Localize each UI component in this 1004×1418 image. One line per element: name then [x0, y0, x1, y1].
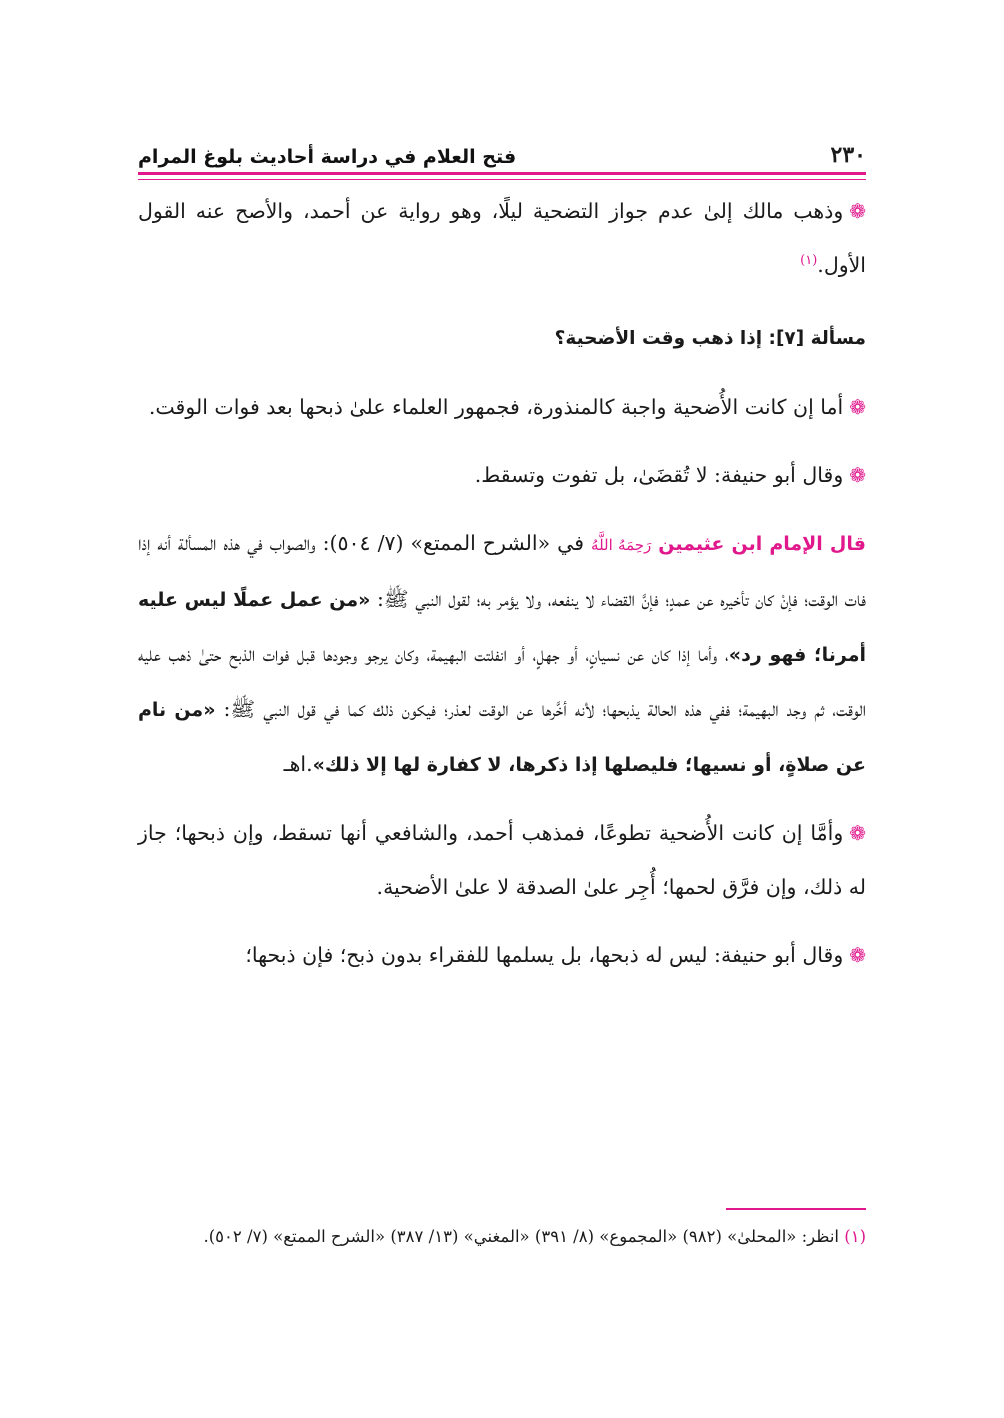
flower-bullet-icon: ❁ [849, 199, 866, 223]
issue-heading [138, 310, 866, 366]
page-header [138, 128, 866, 168]
hadith-quote-2: «من نام عن صلاةٍ، أو نسيها؛ فليصلها إذا ذكرها، لا كفارة لها إلا ذلك» [138, 699, 866, 776]
flower-bullet-icon: ❁ [849, 821, 866, 845]
footnote-text: انظر: «المحلىٰ» (٩٨٢) «المجموع» (٨/ ٣٩١) «المغني» (١٣/ ٣٨٧) «الشرح الممتع» (٧/ ٥٠٢). [203, 1227, 839, 1246]
paragraph-voluntary-sacrifice [138, 806, 866, 914]
paragraph-abu-hanifa-view [138, 448, 866, 502]
footnote-reference[interactable]: (١) [800, 253, 818, 269]
paragraph-abu-hanifa-voluntary [138, 928, 866, 982]
paragraph-text: وأمَّا إن كانت الأُضحية تطوعًا، فمذهب أحمد، والشافعي أنها تسقط، وإن ذبحها؛ جاز له ذلك، وإن فرَّق لحمها؛ أُجِر علىٰ الصدقة لا علىٰ الأضحية. [138, 821, 866, 899]
book-title: فتح العلام في دراسة أحاديث بلوغ المرام [138, 146, 517, 168]
paragraph-text: أما إن كانت الأُضحية واجبة كالمنذورة، فجمهور العلماء علىٰ ذبحها بعد فوات الوقت. [148, 395, 844, 419]
paragraph-obligatory-sacrifice [138, 380, 866, 434]
book-page [138, 0, 866, 1418]
scholar-name: قال الإمام ابن عثيمين [658, 533, 866, 555]
footnote-separator [726, 1208, 866, 1210]
paragraph-text: وقال أبو حنيفة: ليس له ذبحها، بل يسلمها للفقراء بدون ذبح؛ فإن ذبحها؛ [245, 943, 844, 967]
footnote [138, 1220, 866, 1254]
quote-text-part-a: في «الشرح الممتع» (٧/ ٥٠٤): والصواب في هذه المسألة أنه إذا فات الوقت؛ فإنْ كان تأخيره عن عمدٍ؛ فإنَّ القضاء لا ينفعه، ولا يؤمر به؛ لقول النبي ﷺ: [138, 531, 866, 611]
issue-title: مسألة [٧]: إذا ذهب وقت الأضحية؟ [554, 328, 866, 349]
honorific: رَحِمَهُ اللَّهُ [591, 536, 652, 554]
quote-text-part-b: ، وأما إذا كان عن نسيانٍ، أو جهلٍ، أو انفلتت البهيمة، وكان يرجو وجودها قبل فوات الذبح حتىٰ ذهب عليه الوقت، ثم وجد البهيمة؛ ففي هذه الحالة يذبحها؛ لأنه أخَّرها عن الوقت لعذر؛ فيكون ذلك كما في قول النبي ﷺ: [138, 642, 866, 721]
flower-bullet-icon: ❁ [849, 463, 866, 487]
paragraph-maliki-view [138, 184, 866, 292]
paragraph-ibn-uthaymin-quote [138, 516, 866, 792]
header-rule-thin [138, 179, 866, 180]
flower-bullet-icon: ❁ [849, 395, 866, 419]
quote-end-marker: .اهـ [283, 752, 313, 776]
header-rule-thick [138, 172, 866, 175]
paragraph-text: وذهب مالك إلىٰ عدم جواز التضحية ليلًا، وهو رواية عن أحمد، والأصح عنه القول الأول. [138, 199, 866, 277]
paragraph-text: وقال أبو حنيفة: لا تُقضَىٰ، بل تفوت وتسقط. [474, 463, 844, 487]
flower-bullet-icon: ❁ [849, 943, 866, 967]
hadith-quote-1: «من عمل عملًا ليس عليه أمرنا؛ فهو رد» [138, 589, 866, 666]
page-body [138, 184, 866, 982]
footnote-number: (١) [844, 1227, 866, 1246]
page-number: ٢٣٠ [830, 142, 866, 168]
